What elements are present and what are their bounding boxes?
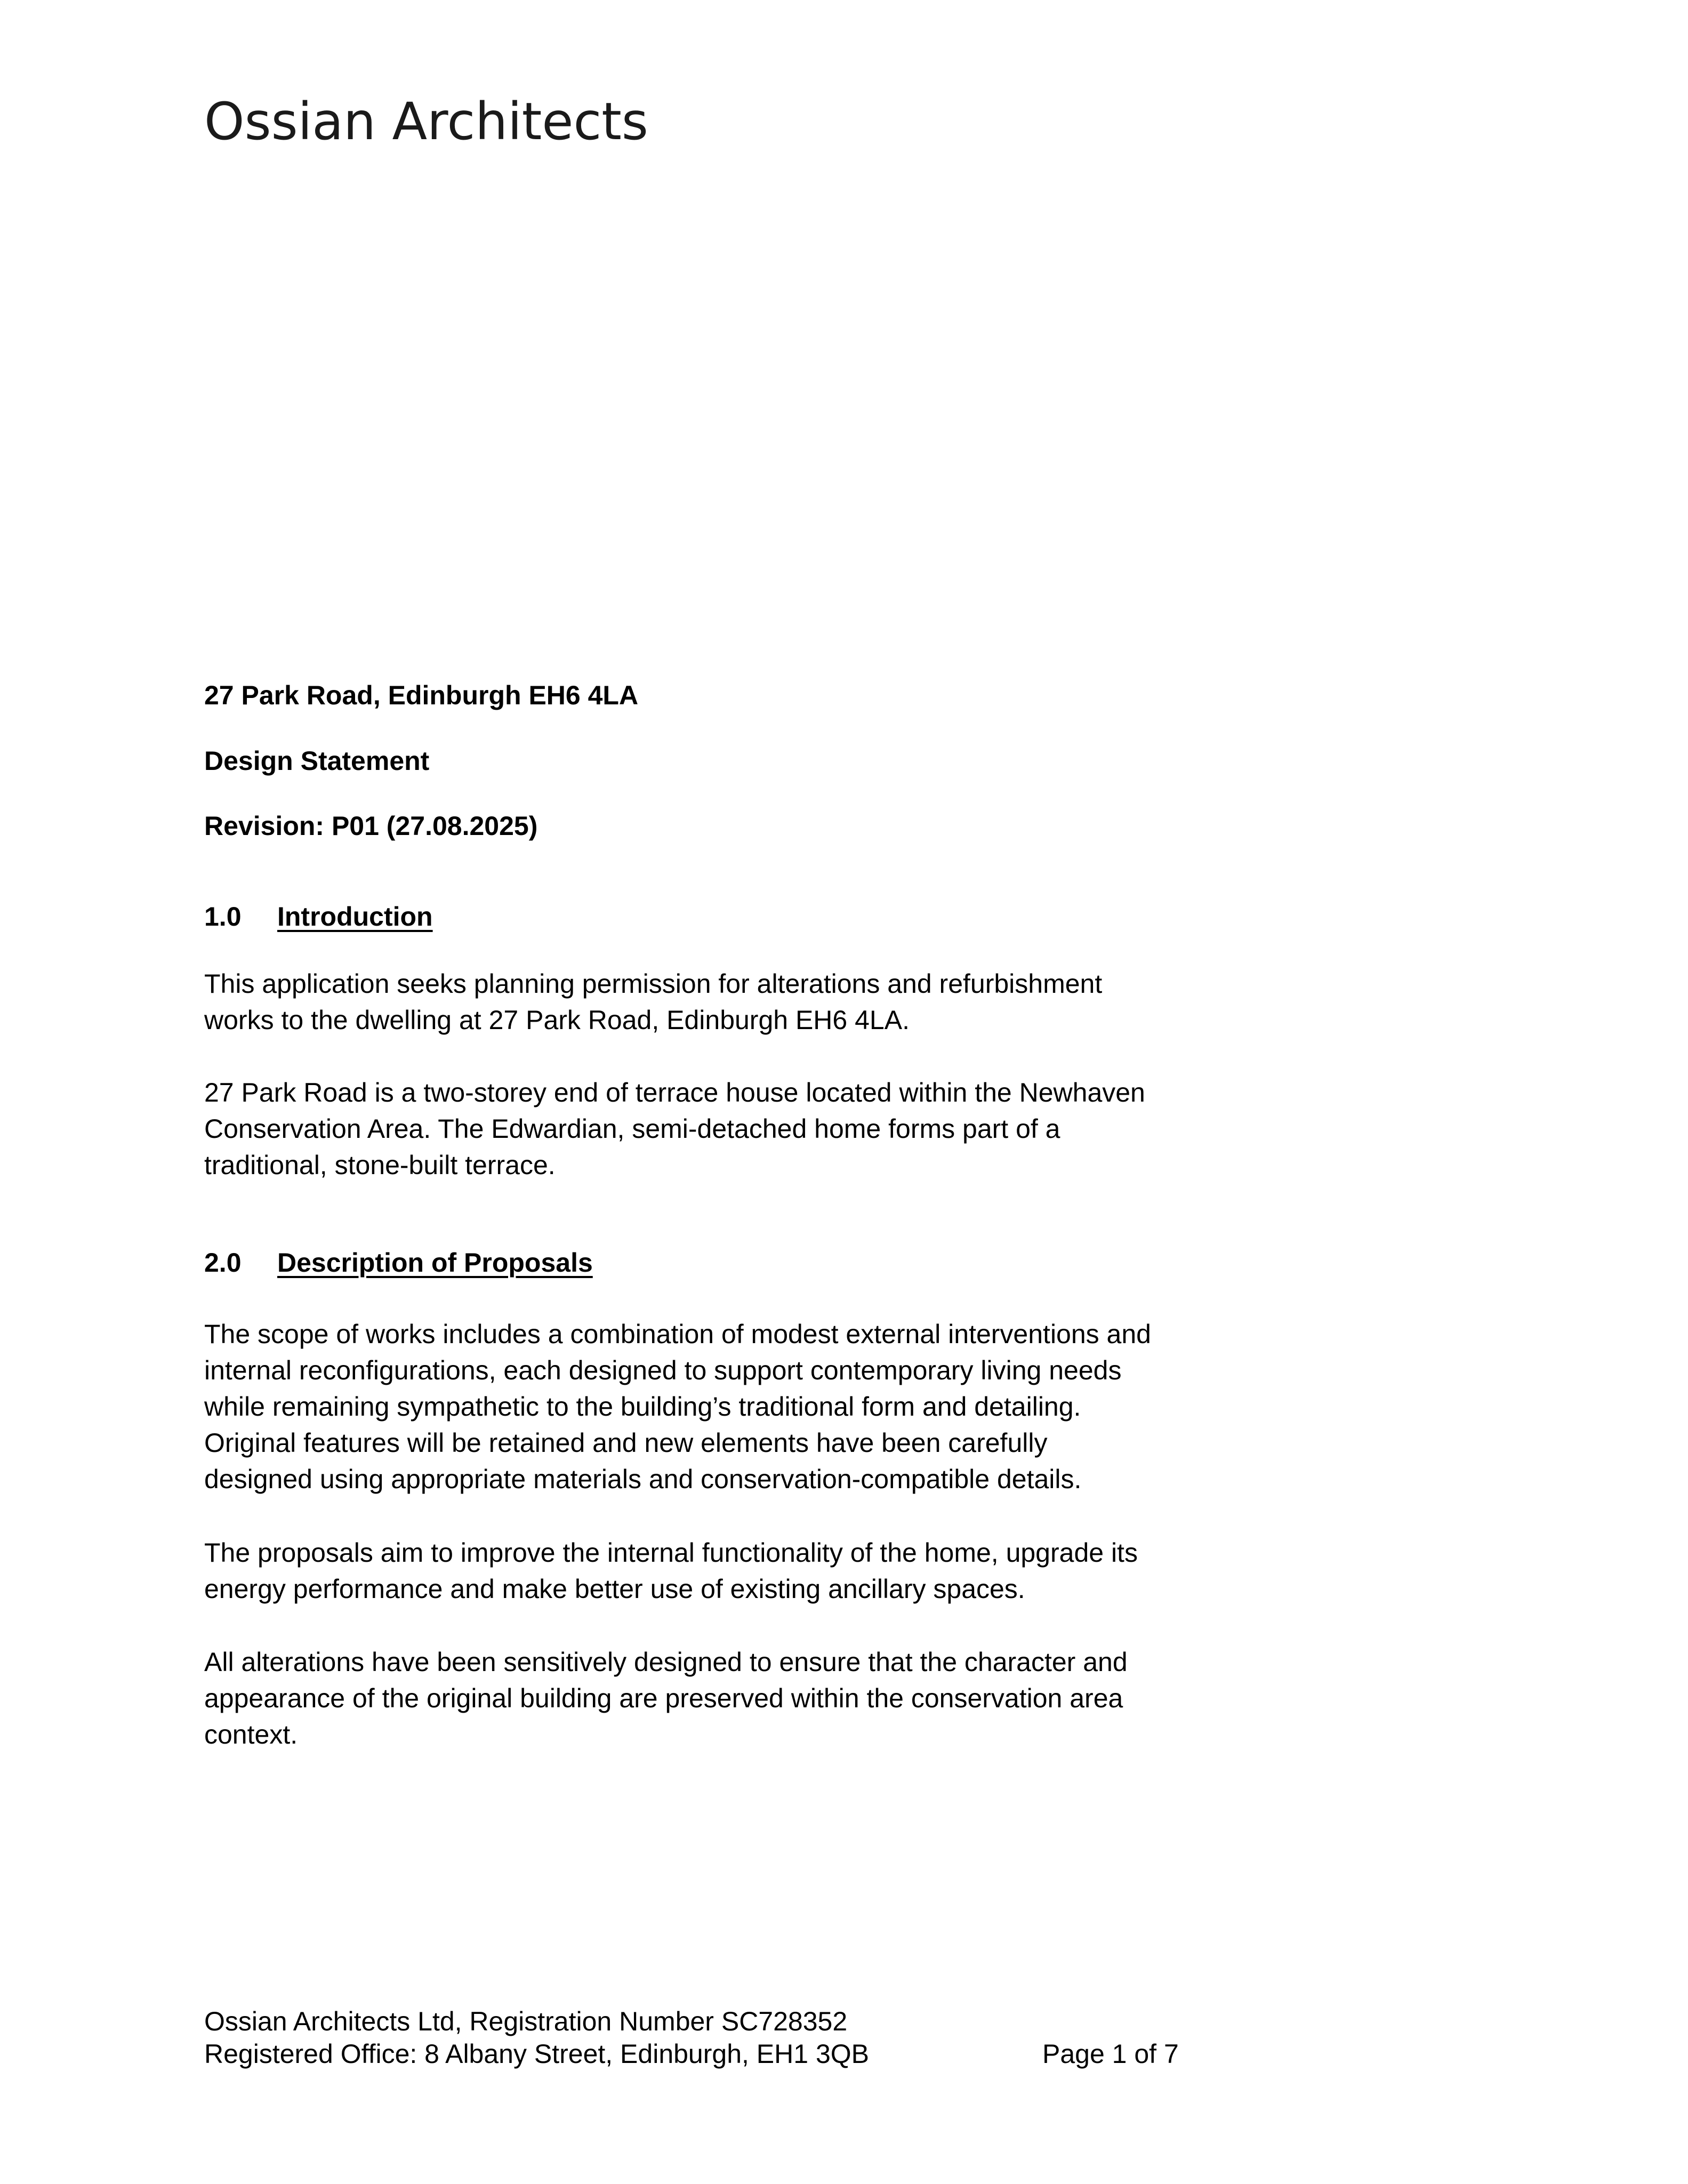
paragraph-line: designed using appropriate materials and conservation-compatible details. <box>204 1464 1082 1494</box>
section-number: 1.0 <box>204 902 242 932</box>
paragraph-line: internal reconfigurations, each designed to support contemporary living needs <box>204 1355 1122 1385</box>
paragraph-line: appearance of the original building are preserved within the conservation area <box>204 1683 1123 1713</box>
paragraph-line: traditional, stone-built terrace. <box>204 1150 556 1180</box>
section-number: 2.0 <box>204 1248 242 1278</box>
paragraph-line: 27 Park Road is a two-storey end of terrace house located within the Newhaven <box>204 1078 1145 1107</box>
paragraph-line: works to the dwelling at 27 Park Road, Edinburgh EH6 4LA. <box>204 1005 910 1035</box>
site-address: 27 Park Road, Edinburgh EH6 4LA <box>204 680 639 710</box>
paragraph <box>204 1074 1196 1183</box>
paragraph-line: This application seeks planning permission for alterations and refurbishment <box>204 969 1103 999</box>
paragraph-line: Conservation Area. The Edwardian, semi-detached home forms part of a <box>204 1114 1060 1144</box>
paragraph-line: context. <box>204 1720 298 1749</box>
section-heading-description <box>204 1247 593 1278</box>
paragraph-line: energy performance and make better use of existing ancillary spaces. <box>204 1574 1025 1604</box>
paragraph <box>204 1535 1196 1607</box>
section-heading-introduction <box>204 901 433 932</box>
footer-company: Ossian Architects Ltd, Registration Number SC728352 <box>204 2006 848 2036</box>
paragraph-line: The scope of works includes a combination of modest external interventions and <box>204 1319 1151 1349</box>
document-title: Design Statement <box>204 746 430 776</box>
section-title: Introduction <box>277 902 433 932</box>
paragraph-line: All alterations have been sensitively designed to ensure that the character and <box>204 1647 1128 1677</box>
company-logo: Ossian Architects <box>204 92 648 151</box>
section-title: Description of Proposals <box>277 1248 593 1278</box>
paragraph <box>204 966 1196 1038</box>
page-number: Page 1 of 7 <box>1042 2039 1179 2069</box>
revision-line: Revision: P01 (27.08.2025) <box>204 811 538 841</box>
paragraph <box>204 1644 1196 1753</box>
paragraph-line: The proposals aim to improve the internal functionality of the home, upgrade its <box>204 1538 1138 1568</box>
paragraph-line: Original features will be retained and new elements have been carefully <box>204 1428 1048 1458</box>
footer-office: Registered Office: 8 Albany Street, Edinburgh, EH1 3QB <box>204 2039 869 2069</box>
paragraph <box>204 1316 1196 1497</box>
paragraph-line: while remaining sympathetic to the building’s traditional form and detailing. <box>204 1392 1081 1422</box>
